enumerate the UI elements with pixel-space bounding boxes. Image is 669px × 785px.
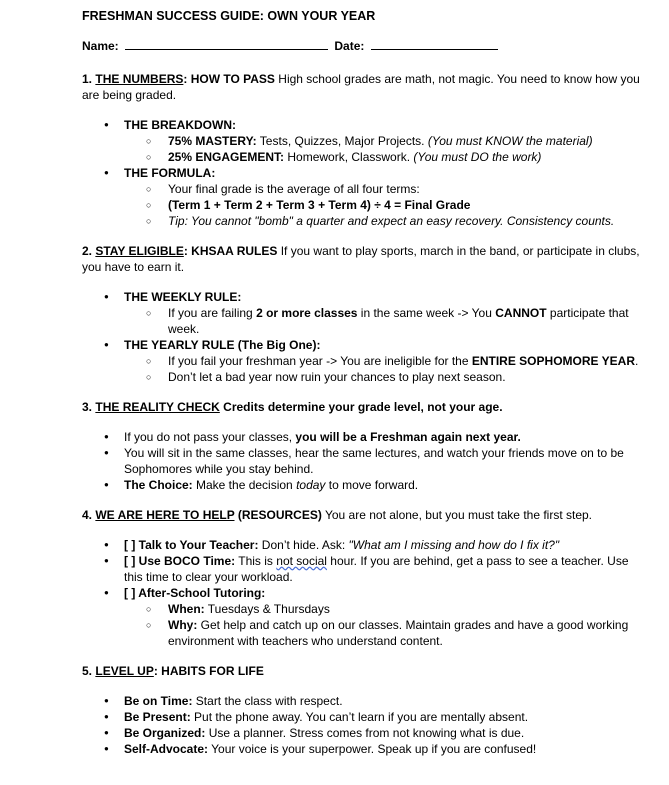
list-item: ● Be Organized: Use a planner. Stress comes from not knowing what is due. [82, 725, 647, 741]
list-item: ● You will sit in the same classes, hear the same lectures, and watch your friends move on to be Sophomores while you stay behind. [82, 445, 647, 477]
section-1-intro [82, 71, 647, 103]
list-item: ● Self-Advocate: Your voice is your superpower. Speak up if you are confused! [82, 741, 647, 757]
section-1-text: High school grades are math, not magic. You need to know how you are being graded. [82, 72, 640, 102]
section-4-title: WE ARE HERE TO HELP [95, 508, 235, 522]
list-item: ○ Your final grade is the average of all four terms: [82, 181, 647, 197]
section-4-intro [82, 507, 647, 523]
formula-label: THE FORMULA: [124, 166, 216, 180]
section-3-intro [82, 399, 647, 415]
list-item: ● Be Present: Put the phone away. You can’t learn if you are mentally absent. [82, 709, 647, 725]
section-2-intro [82, 243, 647, 275]
list-item: ● THE YEARLY RULE (The Big One): ○ If you fail your freshman year -> You are ineligible for the ENTIRE SOPHOMORE YEAR. ○ Don’t let a bad year now ruin your chances to play next season. [82, 337, 647, 385]
section-1-list [82, 117, 647, 229]
name-date-line [82, 38, 647, 54]
section-4-list [82, 537, 647, 649]
list-item: ● If you do not pass your classes, you will be a Freshman again next year. [82, 429, 647, 445]
date-blank[interactable] [371, 38, 498, 50]
section-1-number: 1. [82, 72, 93, 86]
section-5-title: LEVEL UP [95, 664, 154, 678]
list-item: ○ Don’t let a bad year now ruin your chances to play next season. [82, 369, 647, 385]
list-item [82, 165, 647, 229]
list-item: ○ If you fail your freshman year -> You are ineligible for the ENTIRE SOPHOMORE YEAR. [82, 353, 647, 369]
name-label: Name: [82, 39, 119, 53]
section-1-title: THE NUMBERS [95, 72, 184, 86]
list-item [82, 117, 647, 165]
section-3-heading: 3. THE REALITY CHECK Credits determine your grade level, not your age. [82, 400, 503, 414]
breakdown-label: THE BREAKDOWN: [124, 118, 236, 132]
list-item: ○ When: Tuesdays & Thursdays [82, 601, 647, 617]
list-item: ● Be on Time: Start the class with respect. [82, 693, 647, 709]
spellcheck-underline: not social [276, 554, 327, 568]
checklist-item-teacher[interactable]: ● [ ] Talk to Your Teacher: Don’t hide. Ask: "What am I missing and how do I fix it?" [82, 537, 647, 553]
section-2-text: If you want to play sports, march in the band, or participate in clubs, you have to earn it. [82, 244, 640, 274]
checklist-item-boco[interactable]: ● [ ] Use BOCO Time: This is not social hour. If you are behind, get a pass to see a teacher. Use this time to clear your workload. [82, 553, 647, 585]
page-title: FRESHMAN SUCCESS GUIDE: OWN YOUR YEAR [82, 9, 376, 23]
section-3-list [82, 429, 647, 493]
section-2-heading: 2. STAY ELIGIBLE: KHSAA RULES [82, 244, 278, 258]
section-2-title: STAY ELIGIBLE [95, 244, 184, 258]
list-item: ○ If you are failing 2 or more classes in the same week -> You CANNOT participate that week. [82, 305, 647, 337]
list-item: ● The Choice: Make the decision today to move forward. [82, 477, 647, 493]
section-1-subtitle: : HOW TO PASS [183, 72, 275, 86]
section-5-list [82, 693, 647, 757]
list-item: ● THE WEEKLY RULE: ○ If you are failing 2 or more classes in the same week -> You CANNOT participate that week. [82, 289, 647, 337]
list-item: ○ 75% MASTERY: Tests, Quizzes, Major Projects. (You must KNOW the material) [82, 133, 647, 149]
list-item: ○ Tip: You cannot "bomb" a quarter and expect an easy recovery. Consistency counts. [82, 213, 647, 229]
date-label: Date: [334, 39, 365, 53]
section-4-heading: 4. WE ARE HERE TO HELP (RESOURCES) [82, 508, 322, 522]
section-3-title: THE REALITY CHECK [95, 400, 220, 414]
section-5-intro [82, 663, 647, 679]
name-blank[interactable] [125, 38, 328, 50]
checklist-item-tutoring[interactable]: ● [ ] After-School Tutoring: ○ When: Tuesdays & Thursdays ○ Why: Get help and catch up on our classes. Maintain grades and have a good working environment with teachers who understand content. [82, 585, 647, 649]
section-2-list [82, 289, 647, 385]
document [82, 8, 647, 757]
list-item: ○ Why: Get help and catch up on our classes. Maintain grades and have a good working environment with teachers who understand content. [82, 617, 647, 649]
section-5-heading: 5. LEVEL UP: HABITS FOR LIFE [82, 664, 264, 678]
list-item: ○ 25% ENGAGEMENT: Homework, Classwork. (You must DO the work) [82, 149, 647, 165]
section-4-text: You are not alone, but you must take the first step. [321, 508, 593, 522]
section-1-heading [82, 72, 275, 86]
list-item: ○ (Term 1 + Term 2 + Term 3 + Term 4) ÷ 4 = Final Grade [82, 197, 647, 213]
